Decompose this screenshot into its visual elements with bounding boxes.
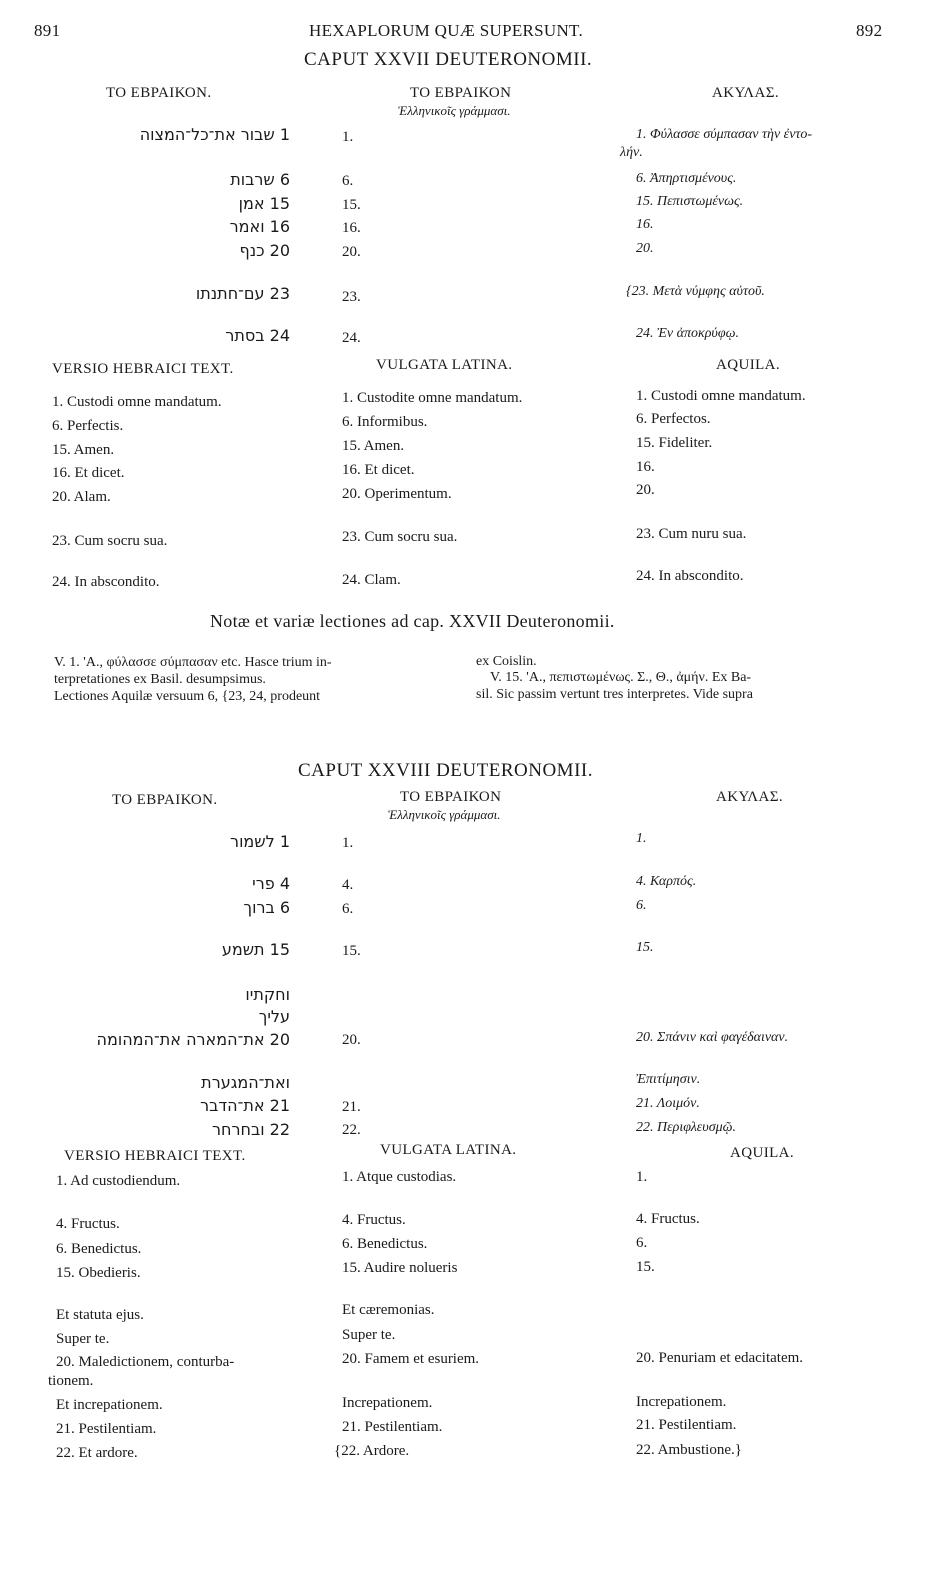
- aquila-greek-row-cont: λήν.: [620, 145, 643, 160]
- versio-row: 20. Maledictionem, conturba-: [56, 1354, 235, 1370]
- page-number-left: 891: [34, 21, 61, 40]
- note-line: V. 1. 'A., φύλασσε σύμπασαν etc. Hasce trium in-: [54, 655, 332, 670]
- vulgata-row: 20. Operimentum.: [342, 486, 452, 502]
- aquila-row: 16.: [636, 459, 655, 475]
- vulgata-row: 20. Famem et esuriem.: [342, 1351, 480, 1367]
- translit-row: 21.: [342, 1099, 361, 1115]
- vulgata-row: 24. Clam.: [342, 572, 401, 588]
- translit-row: 23.: [342, 289, 361, 305]
- hebrew-row: 6 שרבות: [230, 170, 290, 189]
- aquila-row: 4. Fructus.: [636, 1211, 700, 1227]
- hebrew-row: 24 בסתר: [225, 326, 290, 345]
- versio-row: 15. Amen.: [52, 442, 115, 458]
- aquila-row: 6.: [636, 1235, 648, 1251]
- aquila-greek-row: 20.: [636, 241, 654, 256]
- aquila-row: Increpationem.: [636, 1394, 727, 1410]
- translit-row: 1.: [342, 835, 354, 851]
- versio-row: 16. Et dicet.: [52, 465, 125, 481]
- versio-row-cont: tionem.: [48, 1373, 94, 1389]
- hebrew-row: 16 ואמר: [229, 217, 290, 236]
- translit-row: 24.: [342, 330, 361, 346]
- hebrew-row: 4 פרי: [252, 874, 290, 893]
- aquila-greek-row: 16.: [636, 217, 654, 232]
- vulgata-row: 4. Fructus.: [342, 1212, 406, 1228]
- aquila-row: 20.: [636, 482, 655, 498]
- aquila-row: 15. Fideliter.: [636, 435, 713, 451]
- translit-row: 15.: [342, 197, 361, 213]
- aquila-row: 1.: [636, 1169, 648, 1185]
- aquila-greek-row: 21. Λοιμόν.: [636, 1096, 700, 1111]
- aquila-row: 22. Ambustione.}: [636, 1442, 742, 1458]
- hebrew-row: 20 את־המארה את־המהומה: [96, 1030, 290, 1049]
- aquila-row: 23. Cum nuru sua.: [636, 526, 747, 542]
- col-head-aquila: AQUILA.: [730, 1145, 795, 1161]
- col-head-akylas: ΑΚΥΛΑΣ.: [712, 85, 780, 101]
- vulgata-row: 23. Cum socru sua.: [342, 529, 458, 545]
- col-head-aquila: AQUILA.: [716, 357, 781, 373]
- aquila-greek-row: 22. Περιφλευσμῷ.: [636, 1120, 737, 1135]
- note-line: ex Coislin.: [476, 654, 537, 669]
- hebrew-row: 15 תשמע: [221, 940, 290, 959]
- page-number-right: 892: [856, 21, 883, 40]
- vulgata-row: 16. Et dicet.: [342, 462, 415, 478]
- col-head-vulgata: VULGATA LATINA.: [380, 1142, 517, 1158]
- versio-row: Et statuta ejus.: [56, 1307, 144, 1323]
- aquila-row: 15.: [636, 1259, 655, 1275]
- aquila-greek-row: 15.: [636, 940, 654, 955]
- versio-row: Et increpationem.: [56, 1397, 163, 1413]
- col-head-translit-sub: Ἑλληνικοῖς γράμμασι.: [398, 103, 511, 118]
- versio-row: 4. Fructus.: [56, 1216, 120, 1232]
- chapter-27-caption: CAPUT XXVII DEUTERONOMII.: [304, 49, 593, 70]
- translit-row: 1.: [342, 129, 354, 145]
- col-head-translit: ΤΟ ΕΒΡΑΙΚΟΝ: [400, 789, 502, 805]
- vulgata-row: Super te.: [342, 1327, 396, 1343]
- hebrew-row: 15 אמן: [238, 194, 290, 213]
- aquila-row: 21. Pestilentiam.: [636, 1417, 737, 1433]
- hebrew-row: 23 עם־חתנתו: [195, 284, 290, 303]
- running-title: HEXAPLORUM QUÆ SUPERSUNT.: [309, 21, 584, 40]
- col-head-versio: VERSIO HEBRAICI TEXT.: [64, 1148, 246, 1164]
- aquila-greek-row: 20. Σπάνιν καὶ φαγέδαιναν.: [636, 1030, 789, 1045]
- hebrew-row: 1 לשמור: [230, 832, 290, 851]
- hebrew-row: וחקתיו: [245, 985, 290, 1004]
- translit-row: 15.: [342, 943, 361, 959]
- vulgata-row: 15. Amen.: [342, 438, 405, 454]
- translit-row: 20.: [342, 244, 361, 260]
- versio-row: 1. Custodi omne mandatum.: [52, 394, 222, 410]
- vulgata-row: 1. Atque custodias.: [342, 1169, 457, 1185]
- translit-row: 4.: [342, 877, 354, 893]
- vulgata-row: {22. Ardore.: [334, 1443, 410, 1459]
- vulgata-row: 6. Benedictus.: [342, 1236, 428, 1252]
- versio-row: 20. Alam.: [52, 489, 111, 505]
- aquila-row: 20. Penuriam et edacitatem.: [636, 1350, 804, 1366]
- vulgata-row: 6. Informibus.: [342, 414, 428, 430]
- translit-row: 20.: [342, 1032, 361, 1048]
- vulgata-row: 15. Audire nolueris: [342, 1260, 458, 1276]
- note-line: Lectiones Aquilæ versuum 6, {23, 24, prodeunt: [54, 689, 321, 704]
- aquila-greek-row: {23. Μετὰ νύμφης αὐτοῦ.: [626, 284, 765, 299]
- aquila-greek-row: 4. Καρπός.: [636, 874, 697, 889]
- versio-row: 1. Ad custodiendum.: [56, 1173, 181, 1189]
- versio-row: 24. In abscondito.: [52, 574, 160, 590]
- aquila-row: 6. Perfectos.: [636, 411, 711, 427]
- note-line: sil. Sic passim vertunt tres interpretes. Vide supra: [476, 687, 753, 702]
- hebrew-row: 22 ובחרחר: [211, 1120, 290, 1139]
- versio-row: 21. Pestilentiam.: [56, 1421, 157, 1437]
- aquila-greek-row: 6.: [636, 898, 647, 913]
- vulgata-row: Et cæremonias.: [342, 1302, 435, 1318]
- col-head-versio: VERSIO HEBRAICI TEXT.: [52, 361, 234, 377]
- aquila-greek-row: Ἐπιτίμησιν.: [636, 1072, 701, 1087]
- col-head-translit: ΤΟ ΕΒΡΑΙΚΟΝ: [410, 85, 512, 101]
- hebrew-row: עליך: [258, 1007, 290, 1026]
- notae-title: Notæ et variæ lectiones ad cap. XXVII Deuteronomii.: [210, 611, 615, 631]
- note-line: V. 15. 'A., πεπιστωμένως. Σ., Θ., ἀμήν. Ex Ba-: [490, 670, 752, 685]
- aquila-row: 1. Custodi omne mandatum.: [636, 388, 806, 404]
- versio-row: Super te.: [56, 1331, 110, 1347]
- col-head-hebraikon: ΤΟ ΕΒΡΑΙΚΟΝ.: [112, 792, 218, 808]
- versio-row: 6. Perfectis.: [52, 418, 124, 434]
- note-line: terpretationes ex Basil. desumpsimus.: [54, 672, 266, 687]
- hebrew-row: ואת־המגערת: [201, 1073, 290, 1092]
- vulgata-row: Increpationem.: [342, 1395, 433, 1411]
- col-head-hebraikon: ΤΟ ΕΒΡΑΙΚΟΝ.: [106, 85, 212, 101]
- aquila-row: 24. In abscondito.: [636, 568, 744, 584]
- col-head-translit-sub: Ἑλληνικοῖς γράμμασι.: [388, 807, 501, 822]
- translit-row: 22.: [342, 1122, 361, 1138]
- hebrew-row: 1 שבור את־כל־המצוה: [139, 125, 290, 144]
- hebrew-row: 6 ברוך: [243, 898, 290, 917]
- col-head-akylas: ΑΚΥΛΑΣ.: [716, 789, 784, 805]
- versio-row: 23. Cum socru sua.: [52, 533, 168, 549]
- versio-row: 15. Obedieris.: [56, 1265, 141, 1281]
- versio-row: 6. Benedictus.: [56, 1241, 142, 1257]
- aquila-greek-row: 24. Ἐν ἀποκρύφῳ.: [636, 326, 739, 341]
- vulgata-row: 1. Custodite omne mandatum.: [342, 390, 523, 406]
- chapter-28-caption: CAPUT XXVIII DEUTERONOMII.: [298, 760, 593, 781]
- versio-row: 22. Et ardore.: [56, 1445, 138, 1461]
- aquila-greek-row: 6. Ἀπηρτισμένους.: [636, 171, 737, 186]
- aquila-greek-row: 1. Φύλασσε σύμπασαν τὴν ἐντο-: [636, 127, 813, 142]
- hebrew-row: 20 כנף: [239, 241, 290, 260]
- vulgata-row: 21. Pestilentiam.: [342, 1419, 443, 1435]
- hebrew-row: 21 את־הדבר: [200, 1096, 290, 1115]
- translit-row: 6.: [342, 173, 354, 189]
- aquila-greek-row: 15. Πεπιστωμένως.: [636, 194, 744, 209]
- translit-row: 6.: [342, 901, 354, 917]
- aquila-greek-row: 1.: [636, 831, 647, 846]
- translit-row: 16.: [342, 220, 361, 236]
- col-head-vulgata: VULGATA LATINA.: [376, 357, 513, 373]
